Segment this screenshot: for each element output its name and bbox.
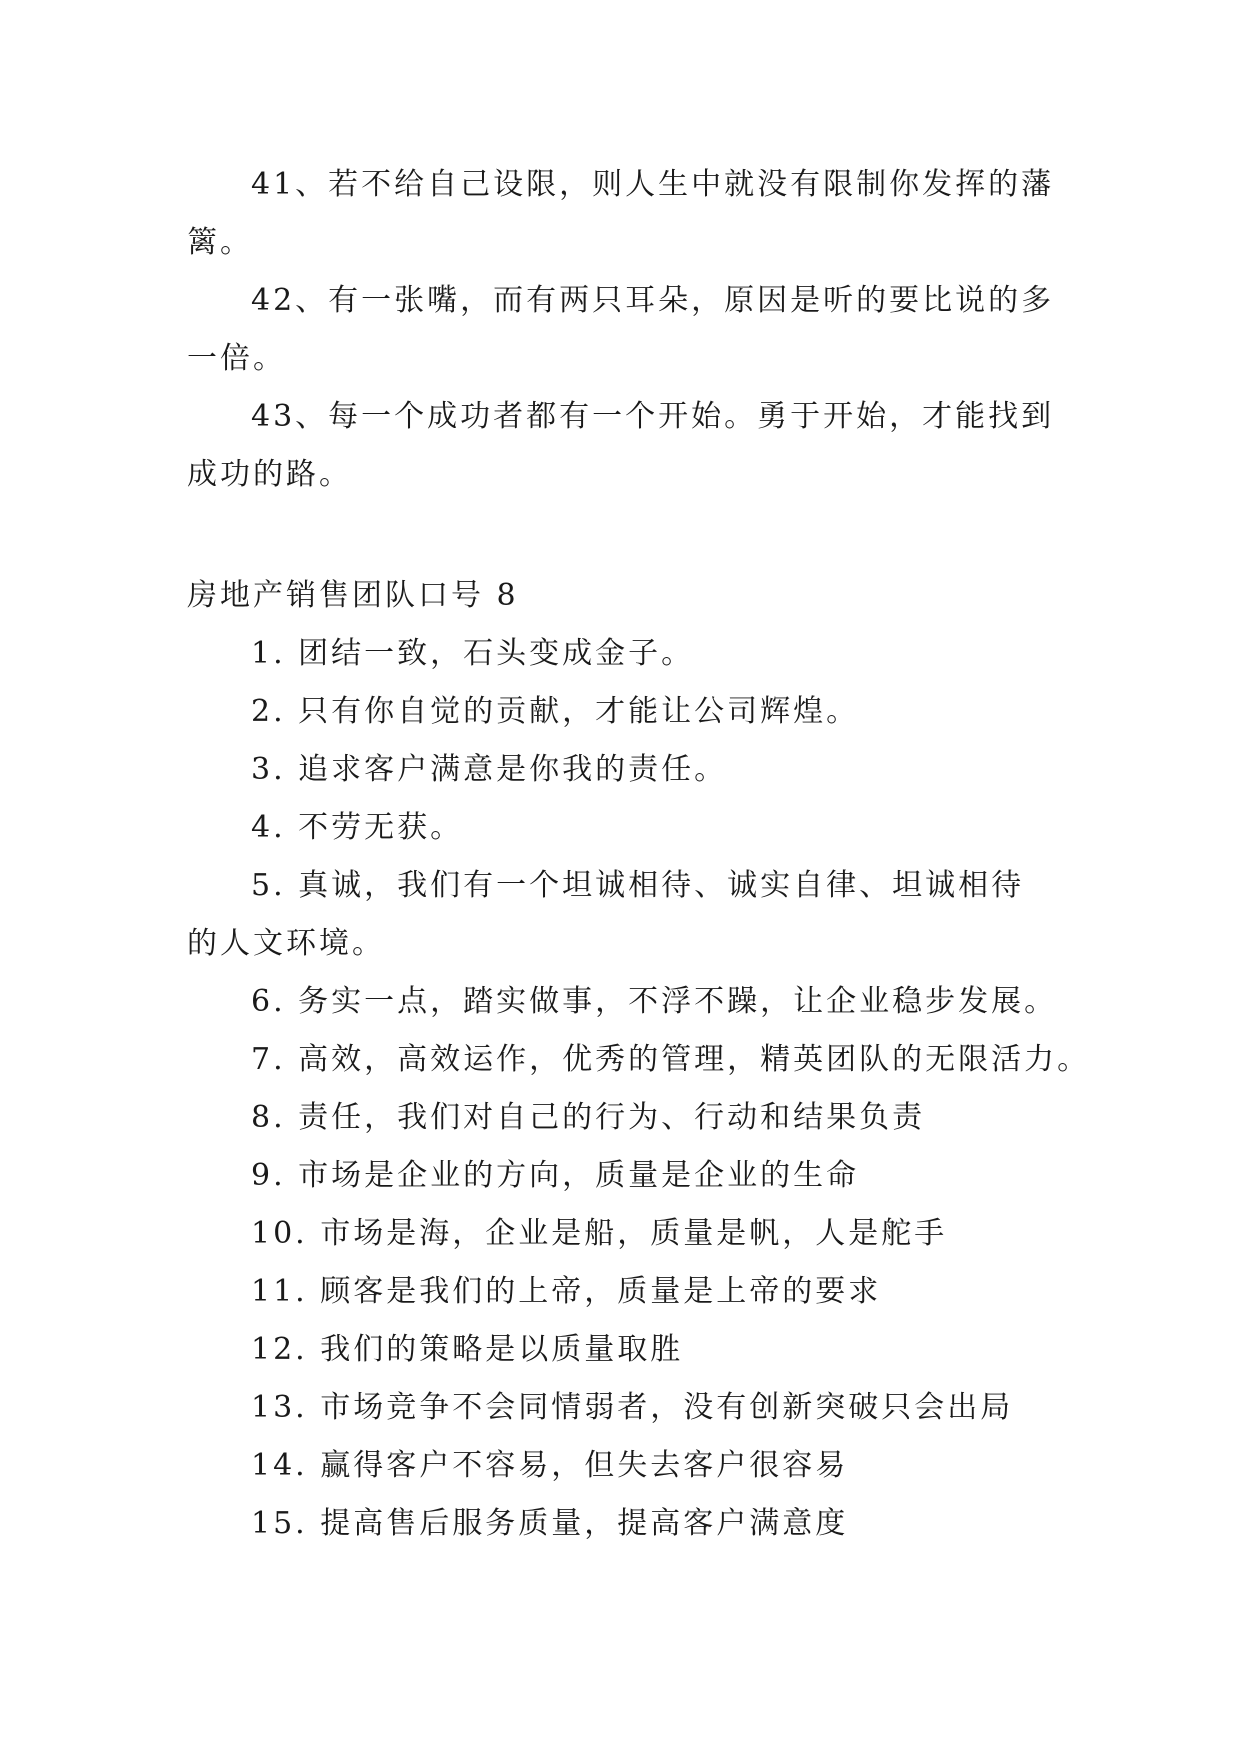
slogan-item: 13. 市场竞争不会同情弱者，没有创新突破只会出局 (251, 1390, 1014, 1425)
slogan-item: 11. 顾客是我们的上帝，质量是上帝的要求 (251, 1274, 882, 1309)
slogan-item: 9. 市场是企业的方向，质量是企业的生命 (251, 1158, 860, 1193)
slogan-item: 14. 赢得客户不容易，但失去客户很容易 (251, 1448, 849, 1483)
slogan-item: 4. 不劳无获。 (251, 810, 464, 845)
slogan-item: 7. 高效，高效运作，优秀的管理，精英团队的无限活力。 (251, 1042, 1091, 1077)
quote-paragraph: 41、若不给自己设限，则人生中就没有限制你发挥的藩篱。 (187, 167, 1055, 260)
quote-paragraph: 43、每一个成功者都有一个开始。勇于开始，才能找到成功的路。 (187, 399, 1055, 492)
slogan-item: 3. 追求客户满意是你我的责任。 (251, 752, 728, 787)
slogan-item: 2. 只有你自觉的贡献，才能让公司辉煌。 (251, 694, 860, 729)
slogan-item: 10. 市场是海，企业是船，质量是帆，人是舵手 (251, 1216, 948, 1251)
numbered-quotes (187, 156, 1055, 504)
slogan-item: 8. 责任，我们对自己的行为、行动和结果负责 (251, 1100, 926, 1135)
slogan-item: 6. 务实一点，踏实做事，不浮不躁，让企业稳步发展。 (251, 984, 1058, 1019)
slogan-item: 1. 团结一致，石头变成金子。 (251, 636, 695, 671)
slogan-item: 15. 提高售后服务质量，提高客户满意度 (251, 1506, 849, 1541)
slogan-section (187, 567, 1091, 1553)
slogan-item: 12. 我们的策略是以质量取胜 (251, 1332, 684, 1367)
slogan-item: 5. 真诚，我们有一个坦诚相待、诚实自律、坦诚相待的人文环境。 (187, 868, 1025, 961)
quote-paragraph: 42、有一张嘴，而有两只耳朵，原因是听的要比说的多一倍。 (187, 283, 1055, 376)
section-heading: 房地产销售团队口号 8 (187, 578, 519, 613)
